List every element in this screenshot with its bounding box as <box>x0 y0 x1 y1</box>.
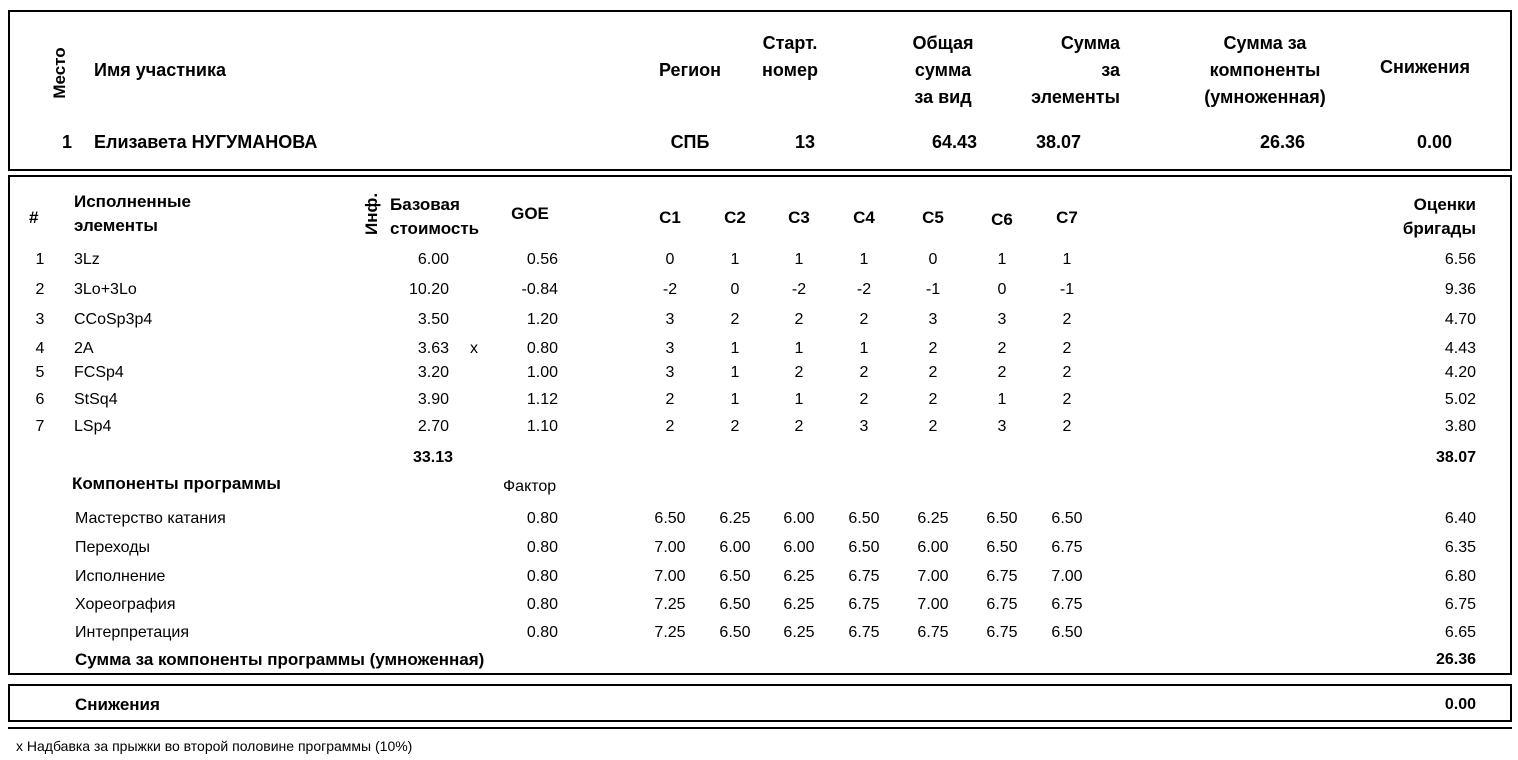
component-factor: 0.80 <box>526 596 558 613</box>
component-judge-score: 7.00 <box>654 539 686 556</box>
element-panel-score: 6.56 <box>1444 251 1476 268</box>
component-judge-score: 6.75 <box>1051 539 1083 556</box>
components-total-value: 26.36 <box>1435 651 1476 668</box>
element-goe: 0.56 <box>526 251 558 268</box>
component-judge-score: 6.50 <box>719 624 751 641</box>
skater-name: Елизавета НУГУМАНОВА <box>94 132 318 152</box>
component-judge-score: 6.75 <box>848 624 880 641</box>
component-judge-score: 7.00 <box>654 568 686 585</box>
element-judge-score: 3 <box>928 311 938 328</box>
element-panel-score: 4.43 <box>1444 340 1476 357</box>
component-name: Мастерство катания <box>75 510 226 527</box>
element-judge-score: 2 <box>1062 311 1072 328</box>
element-base-value: 3.50 <box>417 311 449 328</box>
deductions-value: 0.00 <box>1444 696 1476 713</box>
element-judge-score: 1 <box>997 251 1007 268</box>
component-name: Переходы <box>75 539 151 556</box>
element-judge-score: 2 <box>859 311 869 328</box>
header-base-value: Базовая стоимость <box>390 195 480 238</box>
component-name: Интерпретация <box>75 624 190 641</box>
component-judge-score: 6.50 <box>719 568 751 585</box>
header-element-score: Сумма за элементы <box>1031 33 1120 107</box>
element-judge-score: 2 <box>997 340 1007 357</box>
skater-total-score: 64.43 <box>931 132 977 152</box>
component-panel-score: 6.75 <box>1444 596 1476 613</box>
component-panel-score: 6.65 <box>1444 624 1476 641</box>
judge-header-c5: C5 <box>922 208 944 227</box>
component-judge-score: 6.50 <box>654 510 686 527</box>
judge-header-c3: C3 <box>788 208 810 227</box>
element-panel-score: 5.02 <box>1444 391 1476 408</box>
element-judge-score: 1 <box>859 340 869 357</box>
header-panel-score: Оценки бригады <box>1402 195 1476 238</box>
header-deductions: Снижения <box>1380 57 1470 77</box>
element-code: LSp4 <box>74 418 112 435</box>
element-num: 2 <box>35 281 45 298</box>
element-panel-score: 9.36 <box>1444 281 1476 298</box>
components-title: Компоненты программы <box>72 474 281 493</box>
element-num: 5 <box>35 364 45 381</box>
element-judge-score: 2 <box>794 418 804 435</box>
component-judge-score: 6.25 <box>719 510 751 527</box>
element-num: 3 <box>35 311 45 328</box>
component-judge-score: 6.50 <box>848 539 880 556</box>
header-name: Имя участника <box>94 60 227 80</box>
element-panel-score: 4.70 <box>1444 311 1476 328</box>
element-base-value: 3.90 <box>417 391 449 408</box>
component-judge-score: 6.50 <box>1051 510 1083 527</box>
header-executed-elements: Исполненные элементы <box>74 192 191 235</box>
element-goe: 1.12 <box>526 391 558 408</box>
element-num: 4 <box>35 340 45 357</box>
component-panel-score: 6.35 <box>1444 539 1476 556</box>
header-component-score: Сумма за компоненты (умноженная) <box>1204 33 1326 107</box>
component-judge-score: 6.75 <box>986 568 1018 585</box>
skater-place: 1 <box>61 132 72 152</box>
skater-region: СПБ <box>670 132 710 152</box>
component-judge-score: 6.50 <box>986 510 1018 527</box>
component-judge-score: 7.25 <box>654 596 686 613</box>
judge-header-c6: C6 <box>991 210 1013 229</box>
judge-header-c4: C4 <box>853 208 875 227</box>
deductions-box <box>8 684 1512 722</box>
element-judge-score: 1 <box>794 340 804 357</box>
component-judge-score: 6.00 <box>719 539 751 556</box>
element-judge-score: 2 <box>997 364 1007 381</box>
footnote: x Надбавка за прыжки во второй половине программы (10%) <box>16 738 413 754</box>
factor-header: Фактор <box>503 478 557 495</box>
element-judge-score: 2 <box>859 364 869 381</box>
element-judge-score: 3 <box>665 340 675 357</box>
element-base-value: 10.20 <box>408 281 449 298</box>
element-judge-score: 3 <box>665 364 675 381</box>
element-num: 7 <box>35 418 45 435</box>
element-base-value: 3.20 <box>417 364 449 381</box>
element-judge-score: 1 <box>1062 251 1072 268</box>
element-code: 3Lo+3Lo <box>74 281 137 298</box>
element-num: 1 <box>35 251 45 268</box>
component-judge-score: 6.50 <box>1051 624 1083 641</box>
element-base-value: 6.00 <box>417 251 449 268</box>
element-judge-score: 0 <box>730 281 740 298</box>
skater-component-score: 26.36 <box>1259 132 1305 152</box>
element-judge-score: 1 <box>730 391 740 408</box>
element-judge-score: 2 <box>730 311 740 328</box>
element-goe: 1.00 <box>526 364 558 381</box>
component-judge-score: 6.50 <box>719 596 751 613</box>
element-code: StSq4 <box>74 391 118 408</box>
element-judge-score: 2 <box>928 391 938 408</box>
element-judge-score: 3 <box>997 418 1007 435</box>
element-judge-score: 2 <box>1062 340 1072 357</box>
components-total-label: Сумма за компоненты программы (умноженная) <box>75 650 485 669</box>
element-judge-score: 0 <box>997 281 1007 298</box>
element-judge-score: 2 <box>928 364 938 381</box>
element-num: 6 <box>35 391 45 408</box>
component-judge-score: 6.75 <box>917 624 949 641</box>
element-judge-score: 3 <box>859 418 869 435</box>
header-start-number: Старт. номер <box>762 33 818 80</box>
element-judge-score: 1 <box>730 251 740 268</box>
element-base-value: 3.63 <box>417 340 449 357</box>
element-judge-score: -2 <box>856 281 872 298</box>
header-place: Место <box>50 47 69 99</box>
element-judge-score: 2 <box>928 418 938 435</box>
element-judge-score: 1 <box>730 364 740 381</box>
component-judge-score: 6.75 <box>1051 596 1083 613</box>
element-code: FCSp4 <box>74 364 124 381</box>
element-code: CCoSp3p4 <box>74 311 153 328</box>
element-panel-score: 3.80 <box>1444 418 1476 435</box>
component-judge-score: 6.75 <box>848 568 880 585</box>
element-judge-score: 2 <box>794 364 804 381</box>
element-info-mark: x <box>470 340 478 357</box>
element-judge-score: -2 <box>791 281 807 298</box>
element-judge-score: 2 <box>665 418 675 435</box>
component-factor: 0.80 <box>526 624 558 641</box>
element-code: 3Lz <box>74 251 100 268</box>
component-judge-score: 7.00 <box>917 568 949 585</box>
component-factor: 0.80 <box>526 568 558 585</box>
deductions-label: Снижения <box>75 695 160 714</box>
component-name: Исполнение <box>75 568 166 585</box>
element-base-value: 2.70 <box>417 418 449 435</box>
element-judge-score: 1 <box>859 251 869 268</box>
element-judge-score: -1 <box>1059 281 1075 298</box>
header-region: Регион <box>659 60 721 80</box>
component-judge-score: 7.00 <box>1051 568 1083 585</box>
component-judge-score: 6.00 <box>917 539 949 556</box>
element-judge-score: 2 <box>794 311 804 328</box>
component-judge-score: 6.25 <box>783 624 815 641</box>
element-judge-score: -2 <box>662 281 678 298</box>
judge-header-c7: C7 <box>1056 208 1078 227</box>
header-info: Инф. <box>362 192 381 235</box>
component-judge-score: 6.75 <box>986 596 1018 613</box>
component-judge-score: 6.25 <box>783 596 815 613</box>
element-judge-score: 2 <box>928 340 938 357</box>
component-judge-score: 7.00 <box>917 596 949 613</box>
element-judge-score: 1 <box>997 391 1007 408</box>
skater-start-number: 13 <box>794 132 816 152</box>
element-judge-score: 3 <box>997 311 1007 328</box>
component-name: Хореография <box>75 596 176 613</box>
component-panel-score: 6.40 <box>1444 510 1476 527</box>
header-goe: GOE <box>511 204 549 223</box>
element-judge-score: 1 <box>730 340 740 357</box>
element-judge-score: 2 <box>1062 391 1072 408</box>
component-judge-score: 6.25 <box>917 510 949 527</box>
header-element-num: # <box>29 208 39 227</box>
element-judge-score: 3 <box>665 311 675 328</box>
component-judge-score: 6.50 <box>986 539 1018 556</box>
element-judge-score: 1 <box>794 251 804 268</box>
element-judge-score: 0 <box>928 251 938 268</box>
element-judge-score: 2 <box>1062 364 1072 381</box>
component-factor: 0.80 <box>526 510 558 527</box>
base-value-total: 33.13 <box>412 449 453 466</box>
element-goe: 1.10 <box>526 418 558 435</box>
element-score-total: 38.07 <box>1435 449 1476 466</box>
component-judge-score: 6.25 <box>783 568 815 585</box>
component-panel-score: 6.80 <box>1444 568 1476 585</box>
element-code: 2A <box>74 340 94 357</box>
component-factor: 0.80 <box>526 539 558 556</box>
judge-header-c1: C1 <box>659 208 681 227</box>
element-judge-score: 1 <box>794 391 804 408</box>
component-judge-score: 6.00 <box>783 510 815 527</box>
judge-header-c2: C2 <box>724 208 746 227</box>
element-goe: -0.84 <box>521 281 558 298</box>
component-judge-score: 7.25 <box>654 624 686 641</box>
component-judge-score: 6.50 <box>848 510 880 527</box>
element-goe: 0.80 <box>526 340 558 357</box>
skater-deductions: 0.00 <box>1416 132 1452 152</box>
element-judge-score: 0 <box>665 251 675 268</box>
element-judge-score: 2 <box>665 391 675 408</box>
element-goe: 1.20 <box>526 311 558 328</box>
element-judge-score: -1 <box>925 281 941 298</box>
element-judge-score: 2 <box>730 418 740 435</box>
element-judge-score: 2 <box>859 391 869 408</box>
component-judge-score: 6.00 <box>783 539 815 556</box>
header-total-score: Общая сумма за вид <box>912 33 974 107</box>
component-judge-score: 6.75 <box>848 596 880 613</box>
component-judge-score: 6.75 <box>986 624 1018 641</box>
skater-element-score: 38.07 <box>1035 132 1081 152</box>
footer-rule <box>8 727 1512 729</box>
element-panel-score: 4.20 <box>1444 364 1476 381</box>
element-judge-score: 2 <box>1062 418 1072 435</box>
